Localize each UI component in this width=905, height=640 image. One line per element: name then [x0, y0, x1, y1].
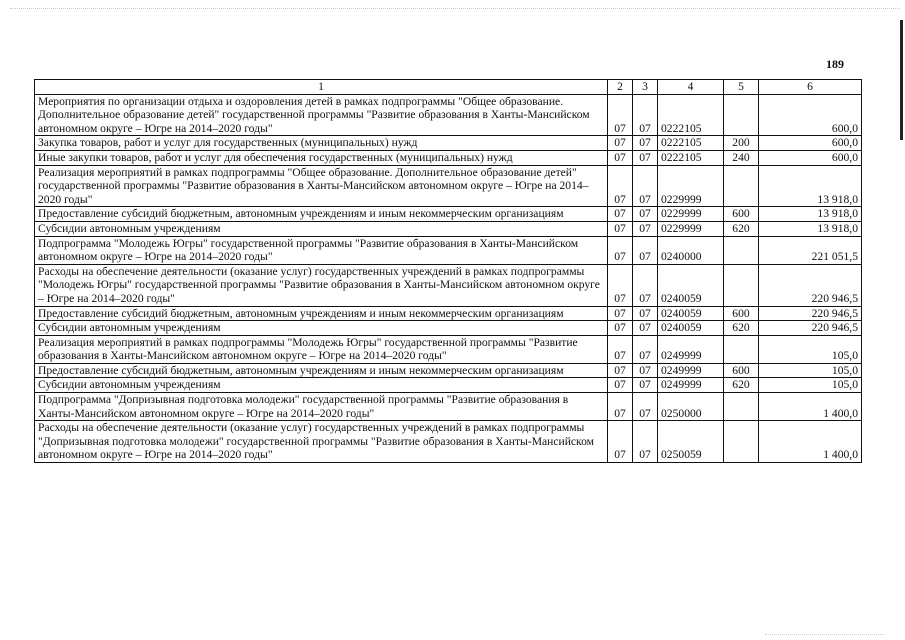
row-target-code: 0240000 — [658, 236, 724, 264]
row-expense-type — [724, 165, 759, 207]
row-expense-type — [724, 335, 759, 363]
row-description: Субсидии автономным учреждениям — [35, 378, 608, 393]
row-description: Иные закупки товаров, работ и услуг для обеспечения государственных (муниципальных) нужд — [35, 150, 608, 165]
header-col-1: 1 — [35, 80, 608, 95]
row-expense-type: 200 — [724, 136, 759, 151]
table-row — [35, 207, 862, 222]
row-description: Подпрограмма "Молодежь Югры" государственной программы "Развитие образования в Ханты-Мансийском автономном округе – Югре на 2014–2020 годы" — [35, 236, 608, 264]
scan-artifact-bottom — [765, 634, 885, 637]
table-row — [35, 363, 862, 378]
row-description: Расходы на обеспечение деятельности (оказание услуг) государственных учреждений в рамках подпрограммы "Молодежь Югры" государственной программы "Развитие образования в Ханты-Мансийском автономном округе – Югре на 2014–2020 годы" — [35, 264, 608, 306]
row-amount: 13 918,0 — [759, 221, 862, 236]
table-row — [35, 165, 862, 207]
row-target-code: 0249999 — [658, 335, 724, 363]
row-description: Мероприятия по организации отдыха и оздоровления детей в рамках подпрограммы "Общее образование. Дополнительное образование детей" государственной программы "Развитие образования в Ханты-Мансийском автономном округе – Югре на 2014–2020 годы" — [35, 94, 608, 136]
page-number: 189 — [826, 57, 844, 71]
row-description: Предоставление субсидий бюджетным, автономным учреждениям и иным некоммерческим организациям — [35, 306, 608, 321]
table-row — [35, 378, 862, 393]
header-col-4: 4 — [658, 80, 724, 95]
row-description: Подпрограмма "Допризывная подготовка молодежи" государственной программы "Развитие образования в Ханты-Мансийском автономном округе – Югре на 2014–2020 годы" — [35, 393, 608, 421]
row-expense-type: 600 — [724, 306, 759, 321]
row-subsection: 07 — [633, 150, 658, 165]
row-section: 07 — [608, 236, 633, 264]
row-description: Реализация мероприятий в рамках подпрограммы "Общее образование. Дополнительное образование детей" государственной программы "Развитие образования в Ханты-Мансийском автономном округе – Югре на 2014–2020 годы" — [35, 165, 608, 207]
row-target-code: 0240059 — [658, 264, 724, 306]
row-subsection: 07 — [633, 321, 658, 336]
row-section: 07 — [608, 207, 633, 222]
table-row — [35, 136, 862, 151]
row-expense-type: 620 — [724, 378, 759, 393]
row-expense-type: 600 — [724, 207, 759, 222]
row-target-code: 0249999 — [658, 378, 724, 393]
row-amount: 105,0 — [759, 363, 862, 378]
row-section: 07 — [608, 393, 633, 421]
row-subsection: 07 — [633, 264, 658, 306]
row-amount: 600,0 — [759, 136, 862, 151]
row-target-code: 0222105 — [658, 150, 724, 165]
row-target-code: 0240059 — [658, 321, 724, 336]
row-expense-type: 240 — [724, 150, 759, 165]
scan-artifact-edge — [900, 20, 903, 140]
row-section: 07 — [608, 363, 633, 378]
row-section: 07 — [608, 421, 633, 463]
table-row — [35, 150, 862, 165]
row-description: Расходы на обеспечение деятельности (оказание услуг) государственных учреждений в рамках подпрограммы "Допризывная подготовка молодежи" государственной программы "Развитие образования в Ханты-Мансийском автономном округе – Югре на 2014–2020 годы" — [35, 421, 608, 463]
row-description: Предоставление субсидий бюджетным, автономным учреждениям и иным некоммерческим организациям — [35, 363, 608, 378]
row-amount: 221 051,5 — [759, 236, 862, 264]
row-section: 07 — [608, 136, 633, 151]
row-target-code: 0229999 — [658, 207, 724, 222]
header-col-3: 3 — [633, 80, 658, 95]
row-amount: 105,0 — [759, 378, 862, 393]
row-expense-type — [724, 236, 759, 264]
row-section: 07 — [608, 306, 633, 321]
row-section: 07 — [608, 150, 633, 165]
row-target-code: 0229999 — [658, 221, 724, 236]
row-section: 07 — [608, 165, 633, 207]
row-description: Реализация мероприятий в рамках подпрограммы "Молодежь Югры" государственной программы "Развитие образования в Ханты-Мансийском автономном округе – Югре на 2014–2020 годы" — [35, 335, 608, 363]
row-subsection: 07 — [633, 335, 658, 363]
row-expense-type: 620 — [724, 321, 759, 336]
row-target-code: 0250059 — [658, 421, 724, 463]
row-subsection: 07 — [633, 306, 658, 321]
row-target-code: 0222105 — [658, 94, 724, 136]
row-description: Предоставление субсидий бюджетным, автономным учреждениям и иным некоммерческим организациям — [35, 207, 608, 222]
row-expense-type — [724, 393, 759, 421]
table-row — [35, 421, 862, 463]
row-subsection: 07 — [633, 136, 658, 151]
row-amount: 13 918,0 — [759, 165, 862, 207]
row-section: 07 — [608, 264, 633, 306]
row-expense-type — [724, 264, 759, 306]
row-amount: 600,0 — [759, 94, 862, 136]
row-subsection: 07 — [633, 378, 658, 393]
row-amount: 1 400,0 — [759, 393, 862, 421]
row-amount: 600,0 — [759, 150, 862, 165]
table-row — [35, 321, 862, 336]
table-row — [35, 236, 862, 264]
row-expense-type: 620 — [724, 221, 759, 236]
row-description: Субсидии автономным учреждениям — [35, 221, 608, 236]
table-row — [35, 393, 862, 421]
row-target-code: 0240059 — [658, 306, 724, 321]
row-amount: 13 918,0 — [759, 207, 862, 222]
table-row — [35, 306, 862, 321]
table-row — [35, 335, 862, 363]
row-expense-type — [724, 94, 759, 136]
row-amount: 105,0 — [759, 335, 862, 363]
row-section: 07 — [608, 321, 633, 336]
row-description: Субсидии автономным учреждениям — [35, 321, 608, 336]
header-row — [35, 80, 862, 95]
row-subsection: 07 — [633, 421, 658, 463]
row-expense-type: 600 — [724, 363, 759, 378]
row-target-code: 0222105 — [658, 136, 724, 151]
row-subsection: 07 — [633, 165, 658, 207]
table-row — [35, 221, 862, 236]
row-subsection: 07 — [633, 94, 658, 136]
row-amount: 220 946,5 — [759, 321, 862, 336]
row-subsection: 07 — [633, 221, 658, 236]
row-subsection: 07 — [633, 363, 658, 378]
row-subsection: 07 — [633, 207, 658, 222]
row-section: 07 — [608, 335, 633, 363]
row-section: 07 — [608, 378, 633, 393]
row-subsection: 07 — [633, 236, 658, 264]
row-target-code: 0250000 — [658, 393, 724, 421]
row-amount: 220 946,5 — [759, 264, 862, 306]
row-subsection: 07 — [633, 393, 658, 421]
budget-table — [34, 79, 862, 463]
row-description: Закупка товаров, работ и услуг для государственных (муниципальных) нужд — [35, 136, 608, 151]
row-target-code: 0249999 — [658, 363, 724, 378]
row-expense-type — [724, 421, 759, 463]
header-col-6: 6 — [759, 80, 862, 95]
header-col-5: 5 — [724, 80, 759, 95]
row-amount: 1 400,0 — [759, 421, 862, 463]
row-target-code: 0229999 — [658, 165, 724, 207]
row-section: 07 — [608, 221, 633, 236]
table-row — [35, 94, 862, 136]
row-amount: 220 946,5 — [759, 306, 862, 321]
scan-artifact-top — [10, 8, 900, 15]
table-row — [35, 264, 862, 306]
header-col-2: 2 — [608, 80, 633, 95]
row-section: 07 — [608, 94, 633, 136]
